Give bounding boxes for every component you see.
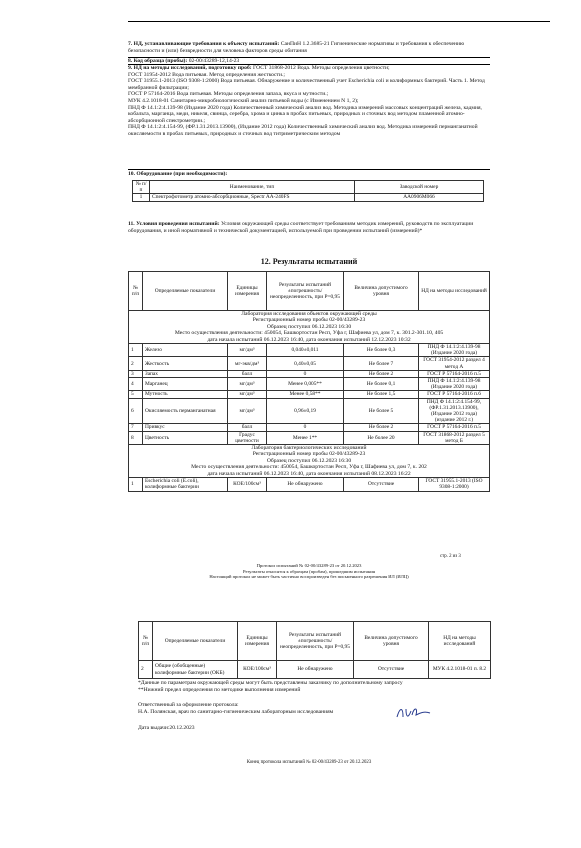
cell: Градус цветности: [228, 431, 267, 444]
lab-block-line: Лаборатория исследования объектов окружающей среды: [241, 311, 377, 317]
cell: ПНД Ф 14.1:2:4.139-98 (Издание 2020 года): [419, 344, 490, 357]
cell: мг/дм³: [228, 398, 267, 424]
cell: балл: [228, 424, 267, 431]
section-9: [128, 64, 490, 138]
footer-line: Результаты относятся к образцам (пробам), прошедшим испытания: [242, 568, 375, 574]
lab-block-dates: дата начала испытаний 06.12.2023 16:40, дата окончания испытаний 08.12.2023 16:22: [207, 470, 411, 477]
results-title: 12. Результаты испытаний: [260, 257, 358, 266]
lab-block-2: [129, 445, 490, 478]
protocol-end: Конец протокола испытаний № 02-00/43289-23 от 20.12.2023: [246, 760, 372, 765]
section-9-line: ПНД Ф 14.1:2:4.139-98 (Издание 2020 года) Количественный химический анализ вод. Методика измерений массовых концентраций железа, кадмия, кобальта, марганца, меди, никеля, свинца, серебра, хрома и цинка в пробах питьевых, природных и сточных вод методом пламенной атомно-абсорбционной спектрометрии.;: [128, 104, 482, 124]
cell: 5: [129, 391, 143, 398]
results-header-cell: Единицы измерения: [228, 272, 267, 311]
section-9-label: 9. НД на методы исследований, подготовку проб:: [128, 65, 252, 71]
cell: 2: [129, 357, 143, 370]
cell: Не более 0,3: [344, 344, 419, 357]
table-row: [129, 344, 490, 357]
lab-block-line: Регистрационный номер пробы 02-00/43289-23: [252, 451, 366, 458]
cell: ГОСТ Р 57164-2016 п.5: [419, 370, 490, 377]
cell: 0: [267, 424, 344, 431]
section-9-line: ПНД Ф 14.1:2:4.154-99, (ФР.1.31.2013.13900), (Издание 2012 года) Количественный химический анализ вод. Методика измерений перманганатной окисляемости в пробах питьевых, природных и сточных вод титриметрическим методом: [128, 124, 478, 137]
cell: 3: [129, 370, 143, 377]
lab-block-1-cell: [129, 311, 490, 344]
section-10: [128, 169, 490, 178]
issue-date: Дата выдачи:20.12.2023: [138, 725, 195, 731]
results-header-cell: Величина допустимого уровня: [354, 622, 429, 661]
footer-line: Протокол испытаний № 02-00/43289-23 от 20.12.2023: [256, 563, 362, 568]
signature-graphic: [394, 703, 434, 723]
cell: Escherichia coli (E.coli), колиформные бактерии: [143, 478, 228, 491]
cell: ГОСТ 31868-2012 раздел 5 метод Б: [419, 431, 490, 444]
cell: Не более 5: [344, 398, 419, 424]
equipment-cell: Спектрофотометр атомно-абсорбционные, Spectr AA-240FS: [150, 194, 355, 201]
cell: мг-экв/дм³: [228, 357, 267, 370]
cell: мг/дм³: [228, 344, 267, 357]
section-10-label: 10. Оборудование (при необходимости):: [128, 171, 228, 177]
cell: ПНД Ф 14.1:2:4.139-98 (Издание 2020 года): [419, 378, 490, 391]
cell: Менее 0,005**: [267, 378, 344, 391]
cell: 0: [267, 370, 344, 377]
page-footer: [128, 563, 490, 580]
lab-block-line: Образец поступил 06.12.2023 16:30: [266, 323, 352, 330]
equipment-cell: AA0906M066: [355, 194, 484, 201]
lab-block-line: Регистрационный номер пробы 02-00/43289-23: [252, 317, 366, 324]
cell: Железо: [143, 344, 228, 357]
cell: балл: [228, 370, 267, 377]
cell: КОЕ/100см³: [228, 478, 267, 491]
top-rule: [128, 21, 550, 22]
results-header-cell: № п/п: [139, 622, 153, 661]
table-row: [129, 424, 490, 431]
responsible-name: Н.А. Полянская, врач по санитарно-гигиеническим лабораторным исследованиям: [138, 708, 334, 715]
lab-block-line: Место осуществления деятельности: 450054, Башкортостан Респ, Уфа г, Шафиева ул, дом 7, к. 202: [191, 464, 427, 471]
cell: 0,96±0,19: [267, 398, 344, 424]
cell: Не более 7: [344, 357, 419, 370]
cell: 2: [139, 661, 153, 679]
equipment-row: [133, 194, 484, 201]
results-header-cell: Определяемые показатели: [153, 622, 238, 661]
results-header-cell: НД на методы исследований: [419, 272, 490, 311]
section-9-line: ГОСТ 31954-2012 Вода питьевая. Метод определения жесткости.;: [128, 71, 285, 78]
equipment-header-cell: Наименование, тип: [150, 181, 355, 194]
lab-block-2-cell: [129, 445, 490, 478]
results-header-cell: Результаты испытаний ±погрешность/ неопределенность, при P=0,95: [267, 272, 344, 311]
note-line: *Данные по параметрам окружающей среды могут быть представлены заказчику по дополнительному запросу: [138, 680, 403, 686]
cell: 1: [129, 478, 143, 491]
section-7-label: 7. НД, устанавливающие требования к объекту испытаний:: [128, 41, 280, 47]
cell: мг/дм³: [228, 391, 267, 398]
cell: Запах: [143, 370, 228, 377]
cell: Марганец: [143, 378, 228, 391]
cell: 4: [129, 378, 143, 391]
cell: Окисляемость перманганатная: [143, 398, 228, 424]
cell: Цветность: [143, 431, 228, 444]
cell: Не более 20: [344, 431, 419, 444]
section-8-label: 8. Код образца (пробы):: [128, 58, 188, 64]
results-table-2: [138, 621, 491, 679]
cell: Отсутствие: [354, 661, 429, 679]
equipment-header-cell: № п/п: [133, 181, 150, 194]
table-row: [129, 431, 490, 444]
cell: ГОСТ 31954-2012 раздел 4 метод А: [419, 357, 490, 370]
cell: Не более 2: [344, 370, 419, 377]
cell: мг/дм³: [228, 378, 267, 391]
section-11: [128, 221, 490, 234]
results-header-cell: № п/п: [129, 272, 143, 311]
cell: Общие (обобщенные) колиформные бактерии (ОКБ): [153, 661, 238, 679]
lab-block-line: Место осуществления деятельности: 450054, Башкортостан Респ, Уфа г, Шафиева ул, дом 7, к. 301.2-301.10, 405: [174, 330, 444, 337]
table-row: [129, 370, 490, 377]
responsible-label: Ответственный за оформление протокола:: [138, 702, 239, 708]
lab-block-1: [129, 311, 490, 344]
notes: [138, 680, 498, 693]
section-9-line: ГОСТ 31955.1-2013 (ISO 9308-1:2000) Вода питьевая. Обнаружение и количественный учет Escherichia coli и колиформных бактерий. Часть 1. Метод мембранной фильтрации;: [128, 78, 485, 91]
table-row: [129, 357, 490, 370]
lab-block-line: Образец поступил 06.12.2023 16:30: [266, 457, 352, 464]
results-header-row: [129, 272, 490, 311]
section-9-line: ГОСТ 31868-2012 Вода. Методы определения цветности;: [253, 65, 390, 71]
table-row: [139, 661, 491, 679]
cell: Не более 1,5: [344, 391, 419, 398]
cell: ГОСТ Р 57164-2016 п.6: [419, 391, 490, 398]
results-header-cell: НД на методы исследований: [429, 622, 491, 661]
section-7-text: СанПиН 1.2.3685-21 Гигиенические нормативы и требования к обеспечению безопасности и (или) безвредности для человека факторов среды обитания: [128, 41, 465, 54]
table-row: [129, 378, 490, 391]
equipment-table: [132, 180, 484, 202]
cell: ГОСТ 31955.1-2013 (ISO 9308-1:2000): [419, 478, 490, 491]
section-9-line: ГОСТ Р 57164-2016 Вода питьевая. Методы определения запаха, вкуса и мутности.;: [128, 91, 329, 98]
cell: Не обнаружено: [277, 661, 354, 679]
results-header-cell: Определяемые показатели: [143, 272, 228, 311]
footer-line: Настоящий протокол не может быть частично воспроизведен без письменного разрешения ИЛ (ИЛЦ): [209, 574, 409, 580]
section-8-text: 02-00/43289-12,14-23: [188, 58, 240, 64]
responsible-block: [138, 702, 498, 715]
cell: Не более 2: [344, 424, 419, 431]
results-header-cell: Величина допустимого уровня: [344, 272, 419, 311]
equipment-header-cell: Заводской номер: [355, 181, 484, 194]
equipment-cell: 1: [133, 194, 150, 201]
cell: 6: [129, 398, 143, 424]
results-table: [128, 271, 490, 492]
section-9-line: МУК 4.2.1018-01 Санитарно-микробиологический анализ питьевой воды (с Изменением N 1, 2);: [128, 97, 359, 104]
results-header-row: [139, 622, 491, 661]
table-row: [129, 478, 490, 491]
results-header-cell: Результаты испытаний ±погрешность/ неопределенность, при P=0,95: [277, 622, 354, 661]
lab-block-line: Лаборатория бактериологических исследований: [251, 445, 367, 452]
cell: Привкус: [143, 424, 228, 431]
cell: Менее 1**: [267, 431, 344, 444]
lab-block-dates: дата начала испытаний 06.12.2023 16:40, дата окончания испытаний 12.12.2023 10:32: [207, 336, 411, 343]
cell: Жесткость: [143, 357, 228, 370]
cell: 1: [129, 344, 143, 357]
equipment-header-row: [133, 181, 484, 194]
cell: Отсутствие: [344, 478, 419, 491]
section-7: [128, 41, 490, 54]
cell: 0,40±0,05: [267, 357, 344, 370]
section-11-text: Условия окружающей среды соответствует требованиям методик измерений, руководств по эксплуатации оборудования, и иной нормативной и технической документацией, используемой при проведении испытаний (измерений)*: [128, 221, 474, 234]
cell: Мутность: [143, 391, 228, 398]
results-header-cell: Единицы измерения: [238, 622, 277, 661]
cell: Не более 0,1: [344, 378, 419, 391]
cell: Менее 0,58**: [267, 391, 344, 398]
table-row: [129, 398, 490, 424]
cell: 8: [129, 431, 143, 444]
table-row: [129, 391, 490, 398]
cell: 0,040±0,011: [267, 344, 344, 357]
cell: ПНД Ф 14.1:2:4.154-99, (ФР.1.31.2013.13900), (Издание 2012 года) (издание 2012 г.): [419, 398, 490, 424]
cell: КОЕ/100см³: [238, 661, 277, 679]
cell: МУК 4.2.1018-01 п. 8.2: [429, 661, 491, 679]
note-line: **Нижний предел определения по методике выполнения измерений: [138, 686, 301, 693]
cell: Не обнаружено: [267, 478, 344, 491]
cell: ГОСТ Р 57164-2016 п.5: [419, 424, 490, 431]
page-number: стр. 2 из 3: [440, 554, 461, 559]
cell: 7: [129, 424, 143, 431]
section-11-label: 11. Условия проведения испытаний:: [128, 221, 220, 227]
